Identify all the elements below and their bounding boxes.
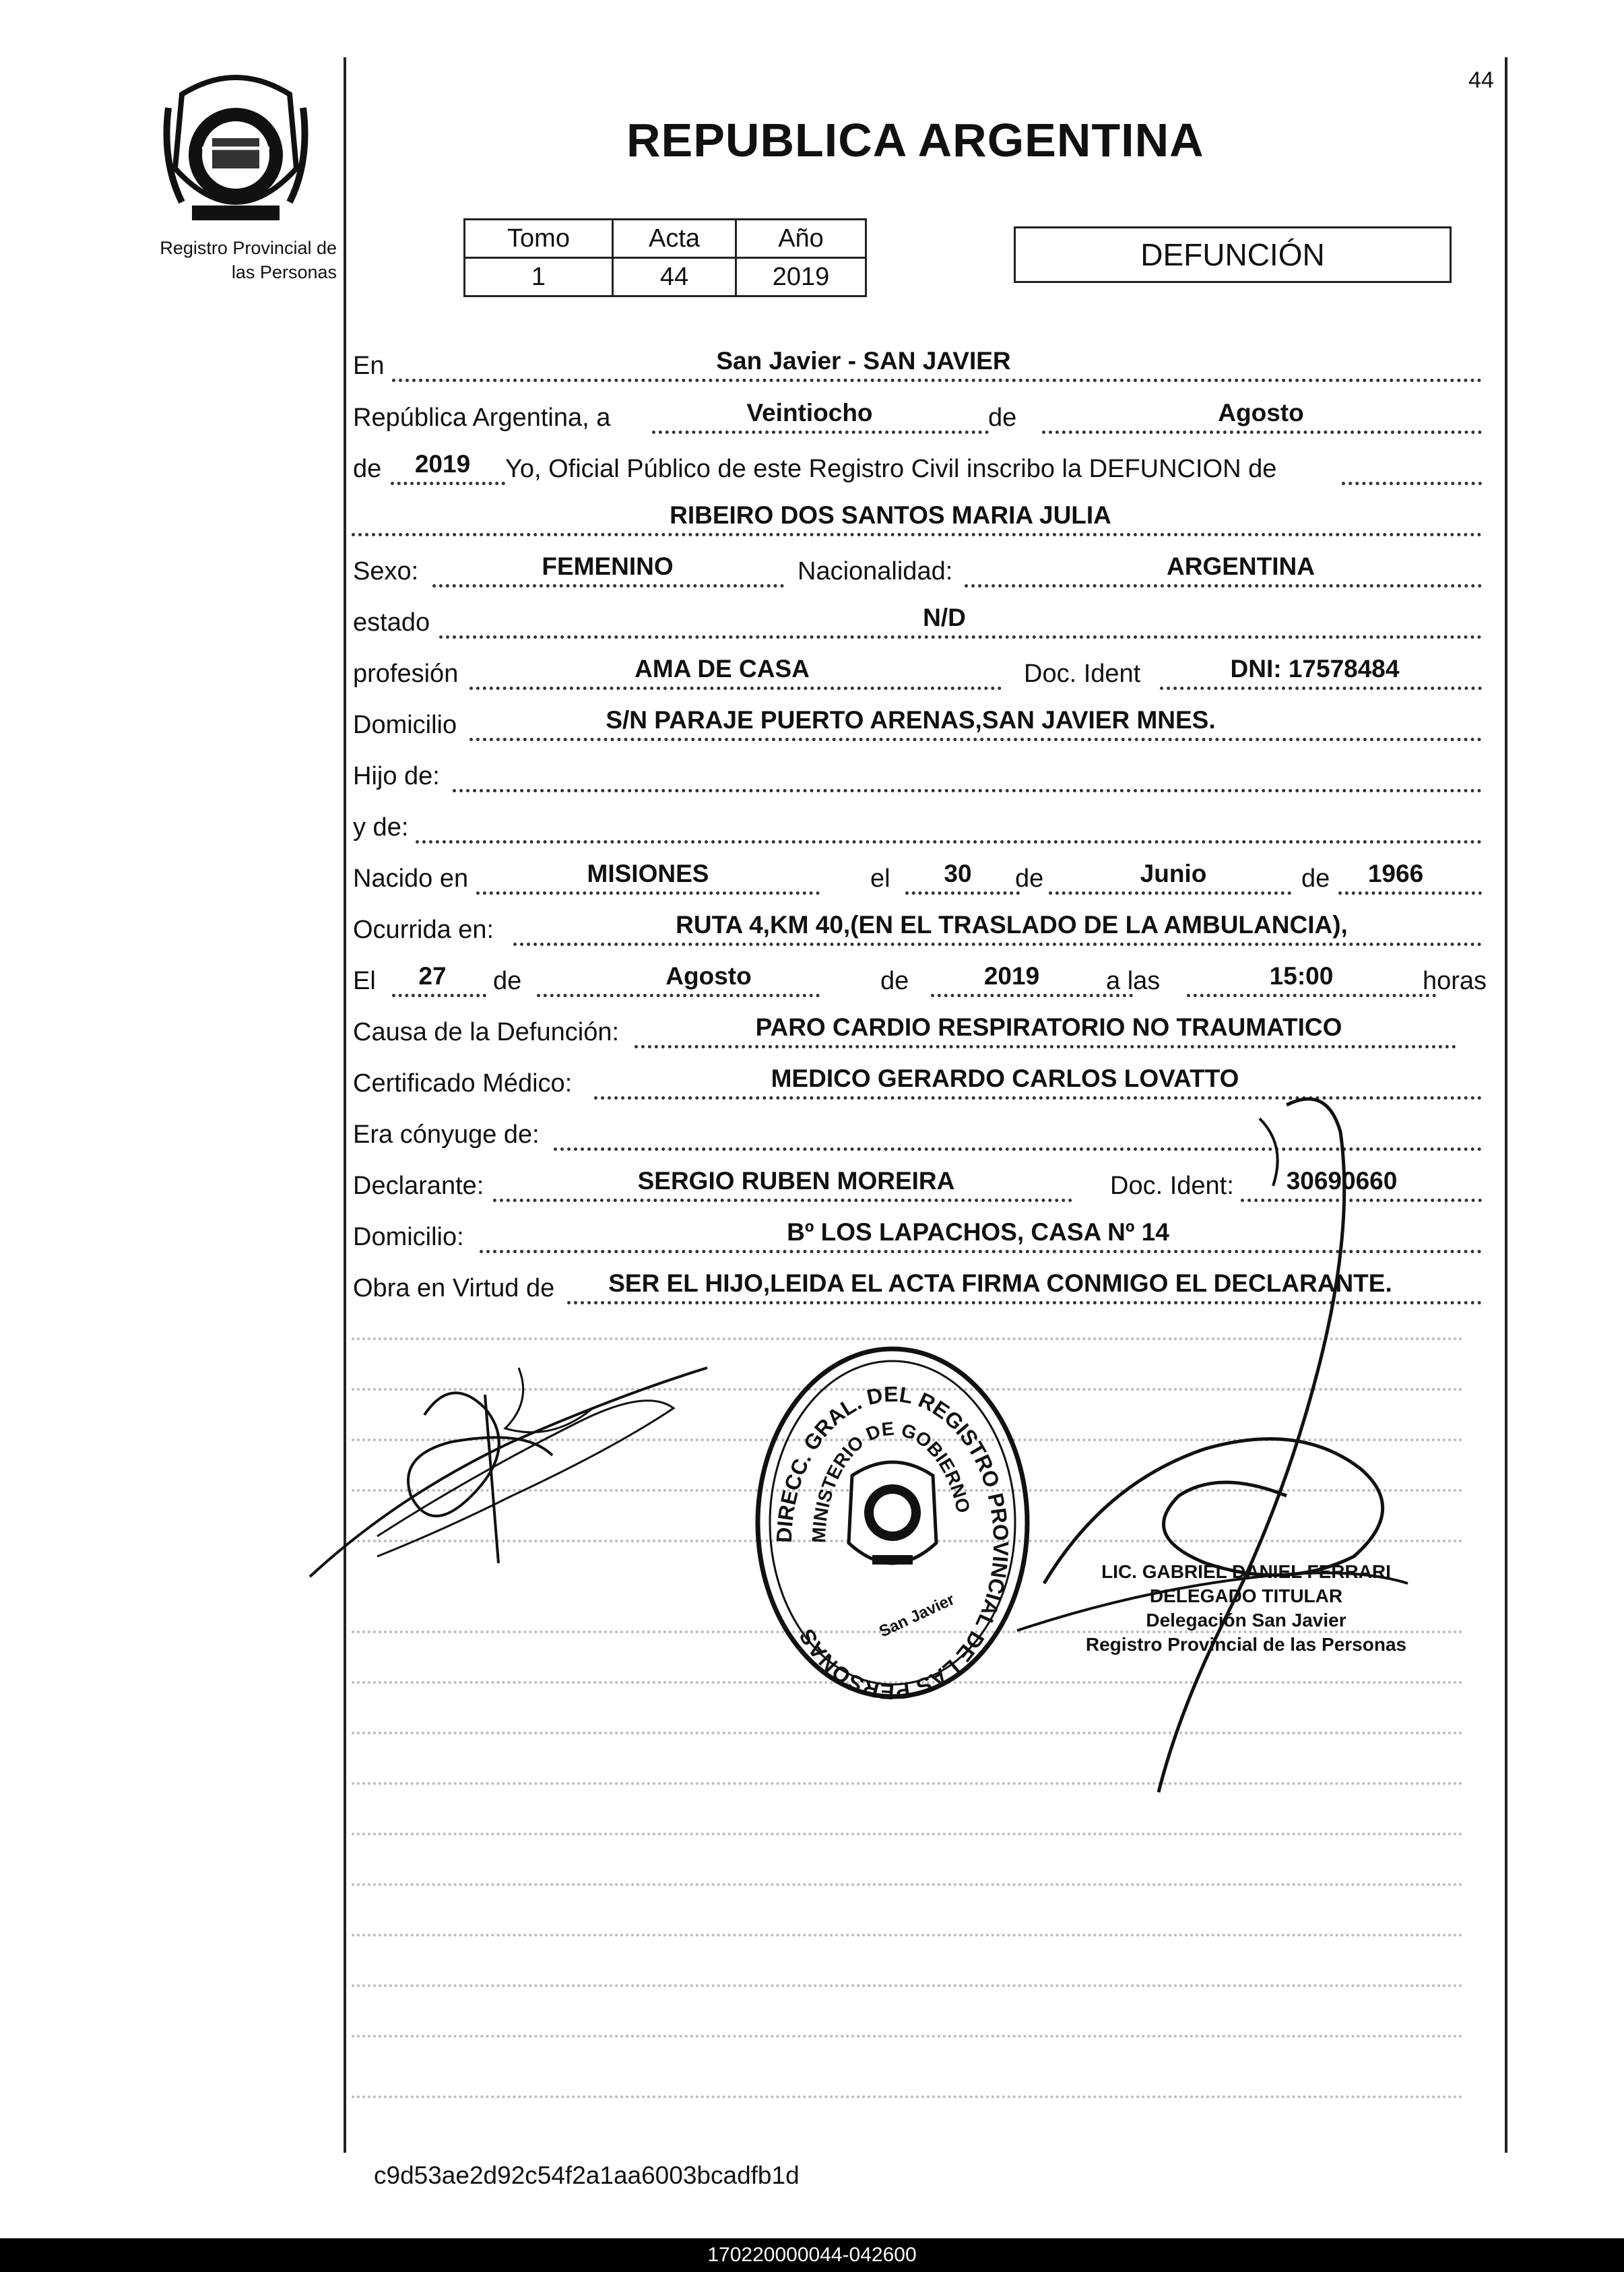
row-profession-document	[352, 648, 1483, 693]
death-month: Agosto	[665, 962, 752, 990]
ocurrida-label: Ocurrida en:	[353, 916, 494, 944]
row-child-of	[352, 751, 1483, 795]
official-signature	[1004, 1092, 1428, 1819]
profesion-value: AMA DE CASA	[635, 655, 810, 683]
year-value: 2019	[414, 450, 471, 478]
en-label: En	[353, 352, 385, 380]
issuer-label	[115, 236, 337, 284]
birth-de-label-2: de	[1301, 864, 1330, 893]
birth-year: 1966	[1367, 860, 1424, 887]
dotted-line	[1338, 891, 1482, 895]
place-value: San Javier - SAN JAVIER	[716, 347, 1011, 375]
faint-line	[352, 1833, 1463, 1835]
dotted-line	[476, 891, 820, 895]
nacionalidad-label: Nacionalidad:	[798, 557, 953, 586]
faint-line	[352, 1984, 1463, 1987]
declarante-label: Declarante:	[353, 1172, 484, 1200]
dotted-line	[453, 789, 1482, 792]
misiones-coat-of-arms-logo	[162, 67, 310, 229]
birth-de-label: de	[1015, 864, 1044, 893]
el-label: el	[870, 864, 890, 893]
stamp-officer-name: LIC. GABRIEL DANIEL FERRARI	[1101, 1561, 1391, 1582]
dotted-line	[439, 635, 1482, 639]
death-de-label: de	[493, 967, 522, 995]
left-border-line	[344, 57, 346, 2153]
deceased-name: RIBEIRO DOS SANTOS MARIA JULIA	[670, 501, 1111, 529]
seal-place-text: San Javier	[876, 1590, 958, 1641]
dotted-line	[513, 943, 1482, 946]
obra-label: Obra en Virtud de	[353, 1274, 555, 1302]
nacido-value: MISIONES	[587, 860, 709, 887]
dotted-line	[391, 482, 505, 485]
causa-label: Causa de la Defunción:	[353, 1018, 620, 1046]
row-address	[352, 699, 1483, 744]
death-de-label-2: de	[880, 967, 909, 995]
faint-line	[352, 2095, 1463, 2098]
issuer-line-1: Registro Provincial de	[160, 238, 337, 258]
year-prefix-label: de	[353, 455, 382, 483]
record-type-box: DEFUNCIÓN	[1014, 226, 1452, 283]
causa-value: PARO CARDIO RESPIRATORIO NO TRAUMATICO	[755, 1013, 1342, 1041]
death-year: 2019	[983, 962, 1040, 990]
dotted-line	[469, 687, 1002, 690]
nacido-label: Nacido en	[353, 864, 469, 893]
row-cause	[352, 1007, 1483, 1051]
hijo-label: Hijo de:	[353, 762, 440, 790]
footer-barcode-code: 170220000044-042600	[0, 2238, 1624, 2272]
dotted-line	[1042, 431, 1482, 434]
dotted-line	[1342, 482, 1482, 485]
row-name	[352, 495, 1483, 539]
row-place	[352, 340, 1483, 385]
dotted-line	[432, 584, 784, 588]
dotted-line	[416, 840, 1482, 844]
doc-label: Doc. Ident	[1024, 660, 1141, 688]
stamp-officer-title: DELEGADO TITULAR	[1149, 1585, 1343, 1606]
obra-value: SER EL HIJO,LEIDA EL ACTA FIRMA CONMIGO EL DECLARANTE.	[608, 1269, 1392, 1297]
de-label: de	[988, 404, 1017, 432]
official-seal	[751, 1341, 1034, 1705]
decl-doc-label: Doc. Ident:	[1110, 1172, 1234, 1200]
dotted-line	[635, 1045, 1456, 1048]
republica-label: República Argentina, a	[353, 404, 611, 432]
yde-label: y de:	[353, 813, 409, 842]
el2-label: El	[353, 967, 376, 995]
row-date	[352, 392, 1483, 437]
header-anio: Año	[736, 220, 866, 258]
profesion-label: profesión	[353, 660, 459, 688]
value-anio: 2019	[736, 258, 866, 296]
seal-emblem	[849, 1462, 936, 1565]
row-occurred-at	[352, 904, 1483, 949]
dotted-line	[1049, 891, 1291, 895]
faint-line	[352, 1934, 1463, 1936]
header-tomo: Tomo	[465, 220, 613, 258]
seal-outer-text: DIRECC. GRAL. DEL REGISTRO PROVINCIAL DE LAS PERSONAS	[771, 1381, 1014, 1705]
stamp-registry: Registro Provincial de las Personas	[1085, 1634, 1407, 1655]
dotted-line	[931, 994, 1133, 997]
sexo-label: Sexo:	[353, 557, 419, 586]
dotted-line	[965, 584, 1482, 588]
right-border-line	[1505, 57, 1507, 2153]
horas-label: horas	[1423, 967, 1487, 995]
certificado-label: Certificado Médico:	[353, 1069, 573, 1098]
estado-label: estado	[353, 608, 430, 637]
decl-doc-value: 30690660	[1286, 1167, 1398, 1195]
value-acta: 44	[613, 258, 736, 296]
declarante-value: SERGIO RUBEN MOREIRA	[637, 1167, 955, 1195]
domicilio-value: S/N PARAJE PUERTO ARENAS,SAN JAVIER MNES.	[606, 706, 1216, 734]
estado-value: N/D	[923, 604, 966, 631]
doc-value: DNI: 17578484	[1230, 655, 1400, 683]
officer-stamp	[1071, 1560, 1421, 1657]
death-time: 15:00	[1269, 962, 1334, 990]
page-number: 44	[1468, 67, 1494, 93]
issuer-line-2: las Personas	[231, 262, 337, 282]
faint-line	[352, 1883, 1463, 1886]
document-hash: c9d53ae2d92c54f2a1aa6003bcadfb1d	[374, 2161, 800, 2189]
decl-domicilio-value: Bº LOS LAPACHOS, CASA Nº 14	[787, 1218, 1169, 1246]
month-value: Agosto	[1218, 399, 1304, 427]
dotted-line	[469, 738, 1482, 741]
dotted-line	[392, 994, 486, 997]
row-birth	[352, 853, 1483, 897]
dotted-line	[392, 379, 1482, 382]
birth-month: Junio	[1140, 860, 1207, 887]
decl-domicilio-label: Domicilio:	[353, 1223, 464, 1251]
stamp-delegation: Delegación San Javier	[1146, 1610, 1346, 1631]
sexo-value: FEMENINO	[542, 553, 674, 580]
dotted-line	[905, 891, 1020, 895]
row-sex-nationality	[352, 546, 1483, 590]
dotted-line	[493, 1199, 1072, 1202]
seal-inner-text: MINISTERIO DE GOBIERNO	[808, 1418, 974, 1544]
header-acta: Acta	[613, 220, 736, 258]
conyuge-label: Era cónyuge de:	[353, 1121, 540, 1149]
value-tomo: 1	[465, 258, 613, 296]
dotted-line	[352, 533, 1482, 536]
declarant-signature	[296, 1294, 734, 1604]
death-day: 27	[418, 962, 447, 990]
domicilio-label: Domicilio	[353, 711, 457, 739]
nacionalidad-value: ARGENTINA	[1167, 553, 1315, 580]
row-statement	[352, 443, 1483, 488]
row-death-date	[352, 955, 1487, 1000]
ocurrida-value: RUTA 4,KM 40,(EN EL TRASLADO DE LA AMBULANCIA),	[676, 911, 1348, 939]
dotted-line	[1187, 994, 1436, 997]
birth-day: 30	[944, 860, 972, 887]
alas-label: a las	[1106, 967, 1161, 995]
reference-table	[463, 218, 867, 297]
row-marital-status	[352, 597, 1483, 641]
statement-text: Yo, Oficial Público de este Registro Civil inscribo la DEFUNCION de	[505, 455, 1277, 483]
dotted-line	[537, 994, 820, 997]
document-title: REPUBLICA ARGENTINA	[626, 114, 1204, 166]
certificado-value: MEDICO GERARDO CARLOS LOVATTO	[771, 1065, 1239, 1092]
dotted-line	[652, 431, 989, 434]
faint-line	[352, 2035, 1463, 2038]
row-and-of	[352, 802, 1483, 846]
day-value: Veintiocho	[746, 399, 873, 427]
dotted-line	[1160, 687, 1482, 690]
